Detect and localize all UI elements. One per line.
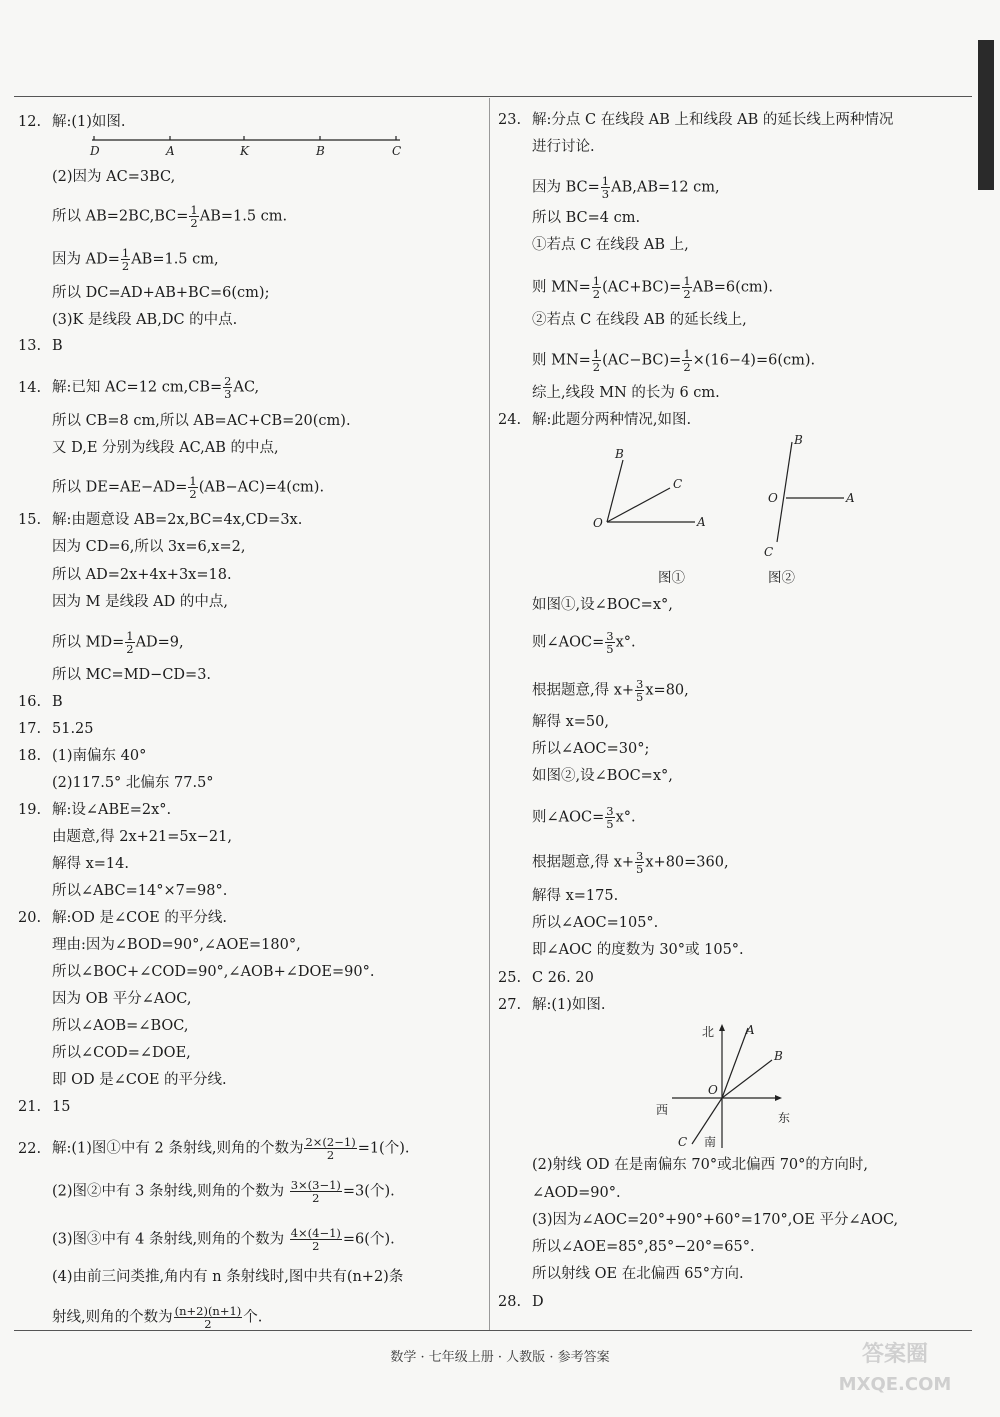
text-run: 因为 CD=6,所以 3x=6,x=2,	[52, 539, 246, 555]
answer-line	[498, 712, 609, 732]
denominator: 2	[683, 360, 691, 374]
answer-line	[18, 537, 245, 557]
south-label: 南	[704, 1135, 717, 1149]
ray-label-a: A	[746, 1023, 755, 1037]
answer-line	[18, 854, 129, 874]
ray-label-c: C	[673, 477, 683, 491]
text-run: 解:已知 AC=12 cm,CB=	[52, 379, 223, 396]
text-run: C 26. 20	[532, 970, 594, 986]
ray-label-b: B	[774, 1049, 783, 1063]
answer-line	[18, 475, 324, 500]
numerator: 1	[121, 246, 130, 260]
text-run: 所以∠AOE=85°,85°−20°=65°.	[532, 1239, 755, 1255]
text-run: 15	[52, 1099, 71, 1115]
answer-line	[498, 995, 606, 1015]
answer-line	[498, 1210, 898, 1230]
text-run: 由题意,得 2x+21=5x−21,	[52, 829, 232, 845]
numerator: 3	[636, 849, 644, 863]
answer-line	[498, 383, 720, 403]
east-label: 东	[778, 1111, 791, 1125]
text-run: 因为 OB 平分∠AOC,	[52, 991, 192, 1007]
numerator: 3	[606, 629, 614, 643]
denominator: 2	[312, 1239, 320, 1253]
fraction	[635, 850, 644, 875]
vertex-label-o: O	[768, 491, 778, 505]
text-run: ①若点 C 在线段 AB 上,	[532, 237, 689, 253]
text-run: 则 MN=	[532, 352, 591, 369]
answer-line	[18, 375, 259, 400]
answer-line	[18, 1097, 70, 1117]
text-run: 因为 M 是线段 AD 的中点,	[52, 594, 228, 610]
point-label-c: C	[392, 144, 402, 158]
north-label: 北	[702, 1025, 715, 1039]
text-run: 则∠AOC=	[532, 809, 605, 826]
text-run: (AC−BC)=	[602, 352, 682, 369]
answer-line	[18, 411, 351, 431]
question-number: 19.	[18, 802, 42, 818]
answer-line	[18, 336, 63, 356]
denominator: 2	[326, 1148, 335, 1162]
denominator: 2	[312, 1191, 320, 1205]
text-run: 如图①,设∠BOC=x°,	[532, 597, 673, 613]
figure-q24-left	[585, 440, 715, 540]
ray-label-b: B	[794, 433, 803, 447]
question-number: 27.	[498, 997, 522, 1013]
point-label-a: A	[166, 144, 175, 158]
text-run: (3)因为∠AOC=20°+90°+60°=170°,OE 平分∠AOC,	[532, 1212, 899, 1228]
question-number: 15.	[18, 512, 42, 528]
answer-line	[498, 739, 649, 759]
answer-line	[18, 565, 232, 585]
text-run: (4)由前三问类推,角内有 n 条射线时,图中共有(n+2)条	[52, 1269, 404, 1285]
answer-line	[18, 935, 301, 955]
answer-line	[18, 167, 175, 187]
text-run: 所以 DE=AE−AD=	[52, 479, 188, 496]
fraction	[304, 1136, 356, 1161]
question-number: 17.	[18, 721, 42, 737]
text-run: 所以∠BOC+∠COD=90°,∠AOB+∠DOE=90°.	[52, 964, 375, 980]
answer-line	[498, 1292, 544, 1312]
answer-line	[498, 410, 691, 430]
text-run: 因为 AD=	[52, 251, 120, 268]
answer-line	[498, 595, 673, 615]
answer-line	[18, 665, 211, 685]
answer-line	[18, 692, 63, 712]
ray-label-c: C	[678, 1135, 688, 1149]
numerator: 3×(3−1)	[290, 1178, 341, 1192]
text-run: 根据题意,得 x+	[532, 682, 635, 699]
denominator: 5	[606, 817, 614, 831]
bottom-rule	[14, 1330, 972, 1331]
text-run: 解:分点 C 在线段 AB 上和线段 AB 的延长线上两种情况	[532, 112, 894, 128]
denominator: 2	[592, 287, 601, 301]
point-label-k: K	[240, 144, 249, 158]
text-run: B	[52, 338, 63, 354]
figure-caption-1: 图①	[658, 570, 685, 586]
question-number: 22.	[18, 1140, 42, 1157]
figure-q27-compass	[650, 1022, 800, 1152]
text-run: ②若点 C 在线段 AB 的延长线上,	[532, 312, 747, 328]
text-run: 所以∠COD=∠DOE,	[52, 1045, 191, 1061]
column-divider	[489, 98, 490, 1330]
text-run: (3)K 是线段 AB,DC 的中点.	[52, 312, 238, 328]
text-run: x°.	[615, 634, 636, 651]
answer-line	[498, 886, 618, 906]
answer-line	[18, 800, 171, 820]
text-run: =3(个).	[342, 1183, 395, 1200]
denominator: 2	[189, 487, 197, 501]
text-run: AB=6(cm).	[692, 279, 773, 296]
answer-line	[18, 1136, 410, 1161]
numerator: 3	[606, 804, 614, 818]
numerator: 1	[601, 174, 610, 188]
answer-line	[498, 630, 636, 655]
text-run: 解得 x=50,	[532, 714, 609, 730]
answer-line	[18, 247, 219, 272]
text-run: AB,AB=12 cm,	[611, 179, 720, 196]
numerator: 1	[126, 629, 134, 643]
answer-line	[498, 1264, 744, 1284]
question-number: 14.	[18, 379, 42, 396]
text-run: 理由:因为∠BOD=90°,∠AOE=180°,	[52, 937, 301, 953]
text-run: 又 D,E 分别为线段 AC,AB 的中点,	[52, 440, 279, 456]
text-run: =1(个).	[357, 1140, 410, 1157]
page-footer: 数学 · 七年级上册 · 人教版 · 参考答案	[390, 1350, 610, 1365]
text-run: 根据题意,得 x+	[532, 854, 635, 871]
fraction	[188, 475, 197, 500]
numerator: 1	[683, 347, 691, 361]
text-run: 所以 CB=8 cm,所以 AB=AC+CB=20(cm).	[52, 413, 351, 429]
text-run: AB=1.5 cm.	[199, 208, 288, 225]
denominator: 2	[126, 642, 134, 656]
text-run: 所以∠AOB=∠BOC,	[52, 1018, 189, 1034]
text-run: AB=1.5 cm,	[131, 251, 219, 268]
fraction	[601, 175, 610, 200]
answer-line	[18, 510, 302, 530]
text-run: 所以∠ABC=14°×7=98°.	[52, 883, 228, 899]
answer-line	[498, 766, 673, 786]
text-run: 所以∠AOC=30°;	[532, 741, 650, 757]
fraction	[605, 630, 614, 655]
text-run: 所以∠AOC=105°.	[532, 915, 659, 931]
answer-line	[18, 1179, 395, 1204]
text-run: 射线,则角的个数为	[52, 1309, 173, 1326]
answer-line	[18, 310, 237, 330]
point-label-b: B	[316, 144, 325, 158]
text-run: 进行讨论.	[532, 139, 595, 155]
numerator: 4×(4−1)	[290, 1226, 341, 1240]
fraction	[174, 1305, 243, 1330]
fraction	[290, 1227, 342, 1252]
denominator: 2	[592, 360, 601, 374]
watermark-line1: 答案圈	[861, 1342, 928, 1367]
numerator: (n+2)(n+1)	[174, 1304, 242, 1318]
answer-line	[18, 592, 228, 612]
text-run: 因为 BC=	[532, 179, 600, 196]
answer-line	[18, 1227, 395, 1252]
answer-line	[18, 773, 214, 793]
text-run: AC,	[233, 379, 260, 396]
denominator: 3	[601, 187, 610, 201]
answer-line	[18, 1070, 227, 1090]
fraction	[592, 275, 601, 300]
fraction	[121, 247, 130, 272]
text-run: 即∠AOC 的度数为 30°或 105°.	[532, 942, 744, 958]
answer-line	[498, 310, 747, 330]
text-run: x+80=360,	[645, 854, 729, 871]
denominator: 2	[121, 259, 130, 273]
text-run: AD=9,	[135, 634, 184, 651]
text-run: x°.	[615, 809, 636, 826]
answer-line	[498, 940, 744, 960]
answer-line	[498, 1237, 755, 1257]
text-run: 解得 x=175.	[532, 888, 619, 904]
text-run: (2)117.5° 北偏东 77.5°	[52, 775, 214, 791]
answer-line	[18, 1267, 403, 1287]
text-run: 所以 DC=AD+AB+BC=6(cm);	[52, 285, 270, 301]
ray-label-b: B	[615, 447, 624, 461]
answer-line	[498, 175, 720, 200]
question-number: 24.	[498, 412, 522, 428]
text-run: (2)射线 OD 在是南偏东 70°或北偏西 70°的方向时,	[532, 1157, 868, 1173]
scan-edge	[978, 40, 994, 190]
denominator: 5	[606, 642, 614, 656]
text-run: (AB−AC)=4(cm).	[198, 479, 325, 496]
vertex-label-o: O	[593, 516, 603, 530]
question-number: 13.	[18, 338, 42, 354]
answer-line	[498, 850, 729, 875]
numerator: 1	[683, 274, 691, 288]
text-run: D	[532, 1294, 544, 1310]
text-run: 解:(1)如图.	[52, 114, 126, 130]
answer-line	[498, 110, 893, 130]
numerator: 2	[224, 374, 232, 388]
text-run: 所以射线 OE 在北偏西 65°方向.	[532, 1266, 744, 1282]
text-run: 所以 AB=2BC,BC=	[52, 208, 189, 225]
text-run: 解:(1)如图.	[532, 997, 606, 1013]
ray-label-a: A	[697, 515, 706, 529]
ray-label-a: A	[846, 491, 855, 505]
west-label: 西	[656, 1103, 669, 1117]
fraction	[592, 348, 601, 373]
figure-caption-2: 图②	[768, 570, 795, 586]
text-run: (3)图③中有 4 条射线,则角的个数为	[52, 1231, 289, 1248]
fraction	[682, 348, 691, 373]
answer-line	[18, 989, 191, 1009]
text-run: 如图②,设∠BOC=x°,	[532, 768, 673, 784]
denominator: 3	[224, 387, 232, 401]
question-number: 23.	[498, 112, 522, 128]
watermark-line2: MXQE.COM	[838, 1374, 952, 1395]
answer-line	[498, 1155, 868, 1175]
vertex-label-o: O	[708, 1083, 718, 1097]
text-run: 综上,线段 MN 的长为 6 cm.	[532, 385, 720, 401]
text-run: 解得 x=14.	[52, 856, 129, 872]
text-run: 解:此题分两种情况,如图.	[532, 412, 692, 428]
watermark-logo	[810, 1340, 980, 1410]
answer-line	[498, 1183, 621, 1203]
question-number: 25.	[498, 970, 522, 986]
text-run: 解:(1)图①中有 2 条射线,则角的个数为	[52, 1140, 304, 1157]
answer-line	[498, 235, 689, 255]
text-run: 所以 MC=MD−CD=3.	[52, 667, 212, 683]
text-run: B	[52, 694, 63, 710]
fraction	[189, 204, 198, 229]
answer-line	[18, 719, 94, 739]
denominator: 5	[636, 690, 644, 704]
answer-line	[498, 805, 636, 830]
answer-line	[18, 1043, 191, 1063]
text-run: 51.25	[52, 721, 94, 737]
question-number: 28.	[498, 1294, 522, 1310]
fraction	[223, 375, 232, 400]
fraction	[605, 805, 614, 830]
answer-line	[498, 913, 658, 933]
text-run: 所以 AD=2x+4x+3x=18.	[52, 567, 232, 583]
numerator: 1	[592, 274, 601, 288]
answer-line	[18, 746, 146, 766]
numerator: 1	[189, 474, 197, 488]
answer-line	[498, 678, 689, 703]
answer-line	[18, 630, 184, 655]
text-run: ∠AOD=90°.	[532, 1185, 621, 1201]
fraction	[682, 275, 691, 300]
text-run: (2)图②中有 3 条射线,则角的个数为	[52, 1183, 289, 1200]
top-rule	[14, 96, 972, 97]
fraction	[290, 1179, 342, 1204]
numerator: 2×(2−1)	[305, 1135, 356, 1149]
denominator: 2	[190, 216, 198, 230]
text-run: 解:OD 是∠COE 的平分线.	[52, 910, 227, 926]
figure-q24-right	[760, 432, 860, 562]
numerator: 3	[636, 677, 644, 691]
fraction	[125, 630, 134, 655]
text-run: =6(个).	[342, 1231, 395, 1248]
question-number: 21.	[18, 1099, 42, 1115]
answer-line	[18, 1016, 188, 1036]
text-run: 所以 MD=	[52, 634, 125, 651]
denominator: 2	[683, 287, 691, 301]
text-run: 则∠AOC=	[532, 634, 605, 651]
answer-line	[18, 908, 227, 928]
text-run: 则 MN=	[532, 279, 591, 296]
answer-line	[18, 962, 374, 982]
denominator: 2	[204, 1317, 212, 1331]
answer-line	[18, 438, 279, 458]
text-run: 个.	[243, 1309, 263, 1326]
answer-line	[18, 283, 269, 303]
text-run: 解:设∠ABE=2x°.	[52, 802, 172, 818]
figure-q12-segment	[86, 128, 416, 158]
fraction	[635, 678, 644, 703]
text-run: ×(16−4)=6(cm).	[692, 352, 816, 369]
question-number: 12.	[18, 114, 42, 130]
answer-line	[498, 208, 640, 228]
answer-line	[18, 827, 232, 847]
answer-line	[498, 275, 773, 300]
point-label-d: D	[90, 144, 100, 158]
text-run: (2)因为 AC=3BC,	[52, 169, 176, 185]
text-run: 所以 BC=4 cm.	[532, 210, 641, 226]
question-number: 20.	[18, 910, 42, 926]
text-run: (1)南偏东 40°	[52, 748, 147, 764]
question-number: 18.	[18, 748, 42, 764]
numerator: 1	[190, 203, 198, 217]
answer-line	[498, 348, 815, 373]
text-run: x=80,	[645, 682, 689, 699]
answer-line	[498, 968, 594, 988]
denominator: 5	[636, 862, 644, 876]
answer-line	[18, 1305, 262, 1330]
answer-line	[18, 881, 227, 901]
ray-label-c: C	[764, 545, 774, 559]
question-number: 16.	[18, 694, 42, 710]
numerator: 1	[592, 347, 601, 361]
text-run: 解:由题意设 AB=2x,BC=4x,CD=3x.	[52, 512, 303, 528]
answer-line	[498, 137, 595, 157]
text-run: 即 OD 是∠COE 的平分线.	[52, 1072, 227, 1088]
answer-line	[18, 204, 287, 229]
text-run: (AC+BC)=	[602, 279, 682, 296]
